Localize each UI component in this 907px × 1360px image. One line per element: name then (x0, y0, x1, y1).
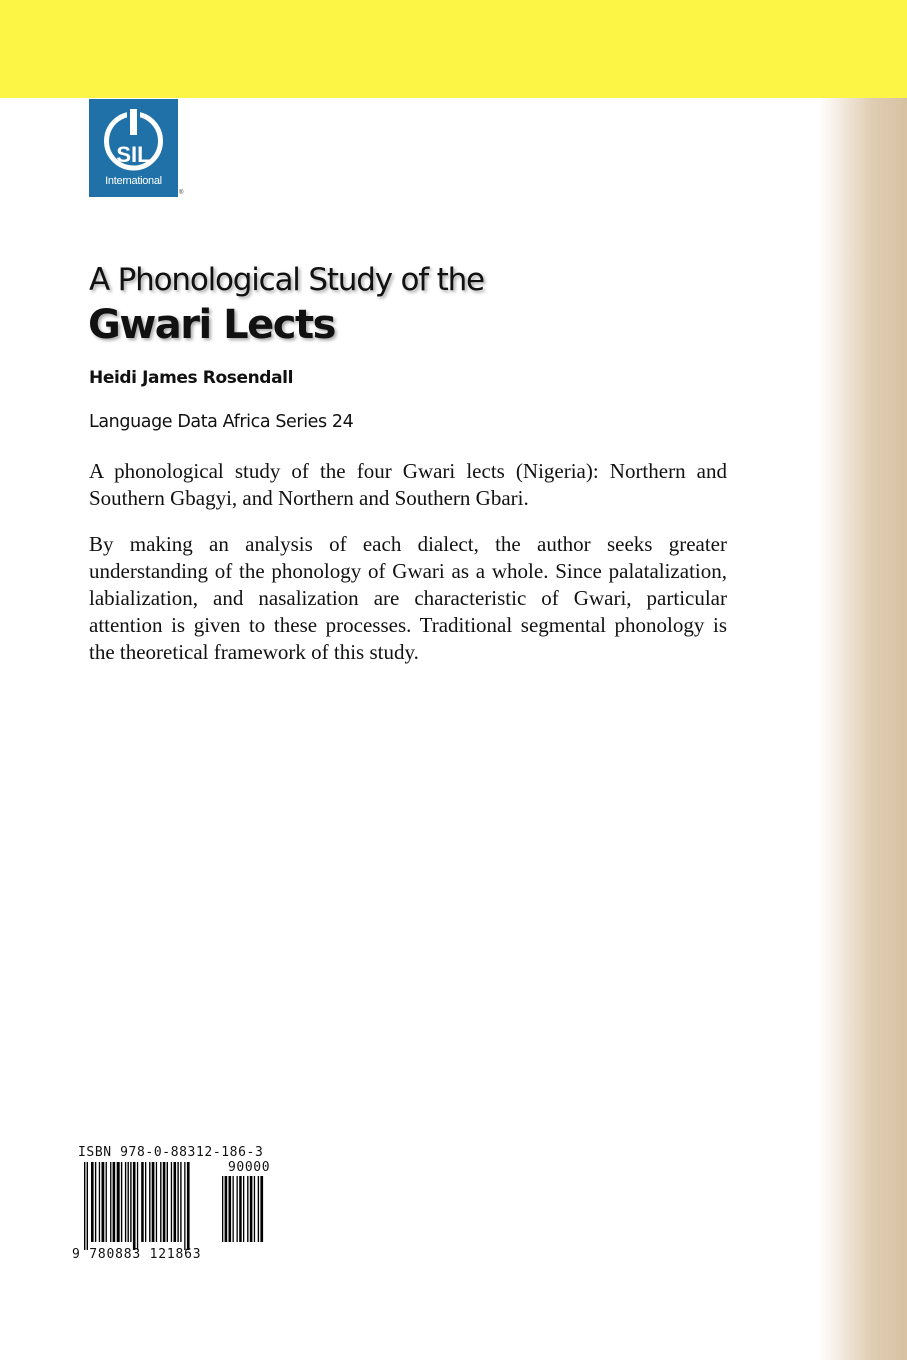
sil-mark-icon (89, 99, 178, 177)
logo-org-text: International (105, 175, 162, 187)
isbn-label: ISBN 978-0-88312-186-3 (78, 1145, 264, 1160)
description-paragraph-1: A phonological study of the four Gwari lects (Nigeria): Northern and Southern Gbagyi, and Northern and Southern Gbari. (89, 459, 727, 510)
title-line-1: A Phonological Study of the (89, 262, 484, 298)
barcode-addon-number: 90000 (228, 1160, 271, 1175)
registered-mark: ® (179, 190, 184, 196)
svg-text:SIL: SIL (116, 142, 151, 167)
spine-shading (818, 98, 907, 1360)
barcode-ean-number: 9 780883 121863 (72, 1247, 202, 1262)
top-color-band (0, 0, 907, 98)
author-name: Heidi James Rosendall (89, 368, 293, 388)
title-line-2: Gwari Lects (88, 302, 335, 348)
sil-logo (89, 99, 178, 197)
series-name: Language Data Africa Series 24 (89, 412, 354, 432)
barcode-main (84, 1162, 220, 1252)
barcode-addon (222, 1176, 284, 1252)
description-paragraph-2: By making an analysis of each dialect, the author seeks greater understanding of the phonology of Gwari as a whole. Since palatalization, labialization, and nasalization are characteristic of Gwari, particular attention is given to these processes. Traditional segmental phonology is the theoretical framework of this study. (89, 532, 727, 664)
